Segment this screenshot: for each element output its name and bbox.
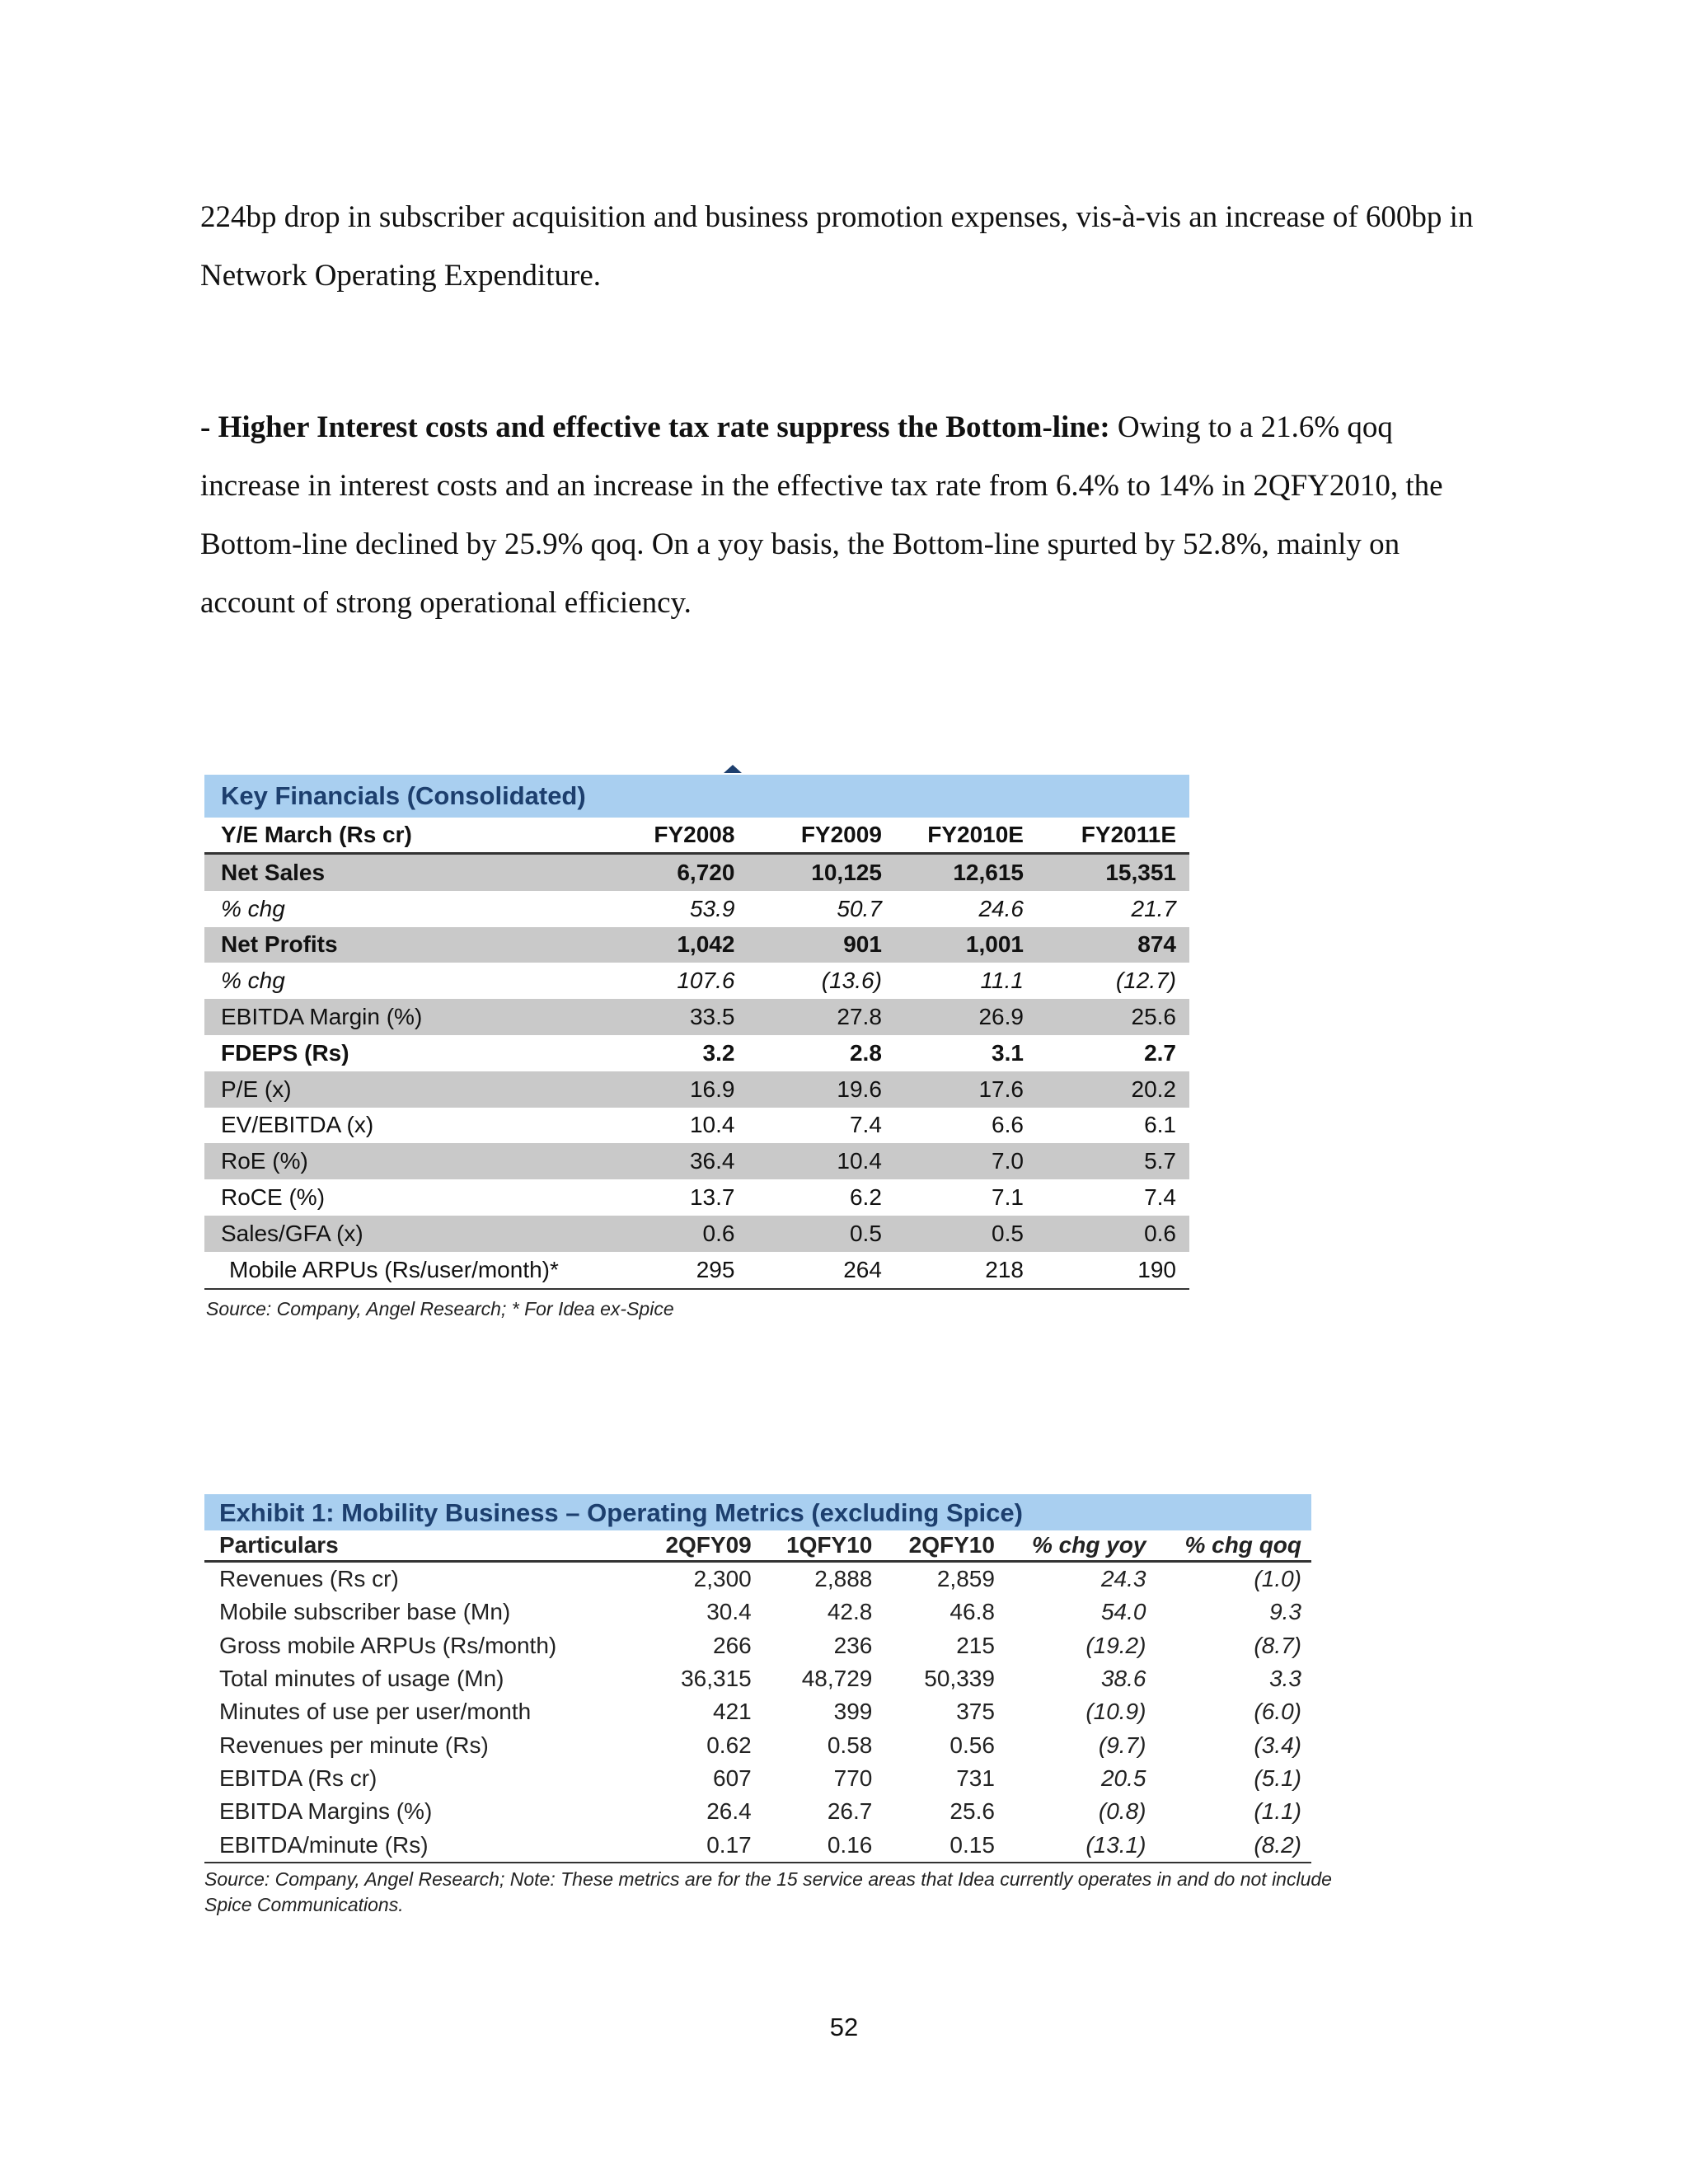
table-cell: 0.62 (706, 1732, 752, 1758)
table-cell: 421 (713, 1699, 752, 1725)
table-cell: 33.5 (602, 999, 734, 1035)
table-cell: (19.2) (1085, 1632, 1146, 1658)
table-cell: 24.3 (1100, 1566, 1146, 1592)
table-cell: 25.6 (1024, 999, 1189, 1035)
table-cell: 7.4 (849, 1112, 882, 1138)
table-cell: % chg (221, 968, 285, 994)
table-cell: Revenues per minute (Rs) (219, 1732, 489, 1758)
table-cell: 107.6 (677, 968, 735, 994)
table-cell: 3.2 (702, 1039, 735, 1066)
table-cell: 0.5 (882, 1216, 1024, 1252)
exhibit-1-table (204, 1494, 1332, 1918)
table-cell: Mobile ARPUs (Rs/user/month)* (204, 1252, 602, 1289)
table-cell: 36.4 (602, 1143, 734, 1179)
table-body (204, 1530, 1311, 1863)
table-cell: 50,339 (924, 1666, 995, 1692)
table-cell: (0.8) (1098, 1798, 1146, 1825)
header-cell: Y/E March (Rs cr) (204, 818, 602, 854)
table-cell: EV/EBITDA (x) (221, 1112, 374, 1138)
table-row (204, 963, 1189, 999)
table-row (204, 1108, 1189, 1144)
header-row (204, 818, 1189, 854)
table-source: Source: Company, Angel Research; * For Idea ex-Spice (206, 1297, 674, 1319)
table-cell: 215 (956, 1632, 995, 1658)
table-cell: 6.1 (1144, 1112, 1176, 1138)
table-row (204, 1728, 1311, 1761)
table-cell: 24.6 (978, 895, 1024, 921)
table-cell: 38.6 (1100, 1666, 1146, 1692)
table-cell: (9.7) (1098, 1732, 1146, 1758)
table-cell: 10.4 (734, 1143, 881, 1179)
table-cell: 7.4 (1144, 1184, 1176, 1211)
table-cell: Revenues (Rs cr) (219, 1566, 399, 1592)
table-body (204, 818, 1189, 1289)
table-cell: 0.17 (637, 1828, 752, 1862)
table-row (204, 1596, 1311, 1629)
table-cell: 295 (602, 1252, 734, 1289)
table-row (204, 1035, 1189, 1071)
table-cell: 607 (713, 1765, 752, 1791)
table-cell: 2.8 (849, 1039, 882, 1066)
table-cell: (3.4) (1254, 1732, 1301, 1758)
header-cell: 1QFY10 (752, 1530, 873, 1562)
key-financials-table (204, 775, 1189, 1320)
table-cell: 0.6 (1024, 1216, 1189, 1252)
table-cell: (6.0) (1254, 1699, 1301, 1725)
header-cell: FY2011E (1024, 818, 1189, 854)
header-cell: Particulars (204, 1530, 637, 1562)
table-cell: 6.2 (849, 1184, 882, 1211)
table-title: Key Financials (Consolidated) (204, 775, 1189, 818)
table-cell: Gross mobile ARPUs (Rs/month) (219, 1632, 557, 1658)
table-row (204, 927, 1189, 963)
table-row (204, 999, 1189, 1035)
header-cell: 2QFY09 (637, 1530, 752, 1562)
paragraph-opex: 224bp drop in subscriber acquisition and business promotion expenses, vis-à-vis an increase of 600bp in Network Operating Expenditure. (200, 200, 1474, 293)
table-cell: 25.6 (950, 1798, 995, 1825)
table-cell: 36,315 (681, 1666, 752, 1692)
table-row (204, 1828, 1311, 1862)
header-cell: % chg yoy (995, 1530, 1146, 1562)
header-row (204, 1530, 1311, 1562)
page-number: 52 (829, 2013, 859, 2041)
table-cell: 236 (833, 1632, 873, 1658)
table-cell: 264 (734, 1252, 881, 1289)
table-cell: 0.16 (752, 1828, 873, 1862)
table-cell: (12.7) (1115, 968, 1176, 994)
table-cell: EBITDA Margins (%) (219, 1798, 433, 1825)
table-cell: 48,729 (801, 1666, 873, 1692)
table-cell: 26.4 (706, 1798, 752, 1825)
table-cell: FDEPS (Rs) (221, 1039, 349, 1066)
table-row (204, 1071, 1189, 1108)
table-source: Source: Company, Angel Research; Note: These metrics are for the 15 service areas that Idea currently operates in and do not include Spice Communications. (204, 1868, 1332, 1915)
table-cell: 375 (956, 1699, 995, 1725)
table-cell: 42.8 (827, 1599, 873, 1625)
table-cell: 10,125 (734, 854, 881, 891)
table-row (204, 1762, 1311, 1795)
table-cell: (13.6) (821, 968, 882, 994)
caret-up-icon (724, 765, 742, 773)
table-cell: RoCE (%) (221, 1184, 326, 1211)
table-cell: 54.0 (1100, 1599, 1146, 1625)
table-cell: 26.7 (827, 1798, 873, 1825)
table-cell: Minutes of use per user/month (219, 1699, 532, 1725)
table-cell: P/E (x) (204, 1071, 602, 1108)
table-cell: 3.1 (992, 1039, 1024, 1066)
table-cell: 2,859 (936, 1566, 995, 1592)
table-cell: 46.8 (950, 1599, 995, 1625)
table-cell: 3.3 (1269, 1666, 1301, 1692)
table-cell: 21.7 (1131, 895, 1176, 921)
table-row (204, 1695, 1311, 1728)
table-cell: 901 (734, 927, 881, 963)
table-cell: 0.56 (950, 1732, 995, 1758)
table-cell: EBITDA/minute (Rs) (204, 1828, 637, 1862)
table-cell: Mobile subscriber base (Mn) (219, 1599, 511, 1625)
table-cell: 7.0 (882, 1143, 1024, 1179)
table-cell: Net Sales (204, 854, 602, 891)
table-cell: 2.7 (1144, 1039, 1176, 1066)
table-cell: 13.7 (689, 1184, 735, 1211)
table-cell: 0.6 (602, 1216, 734, 1252)
table-cell: (8.7) (1254, 1632, 1301, 1658)
table-row (204, 891, 1189, 927)
header-cell: % chg qoq (1146, 1530, 1311, 1562)
table-cell: 731 (956, 1765, 995, 1791)
table-cell: 874 (1024, 927, 1189, 963)
table-cell: 5.7 (1024, 1143, 1189, 1179)
table-cell: % chg (221, 895, 285, 921)
table-cell: 53.9 (689, 895, 735, 921)
table-row (204, 1179, 1189, 1216)
table-cell: 266 (713, 1632, 752, 1658)
table-cell: (5.1) (1254, 1765, 1301, 1791)
table-cell: 20.5 (1100, 1765, 1146, 1791)
table-cell: 20.2 (1024, 1071, 1189, 1108)
table-row (204, 1629, 1311, 1662)
table-row (204, 1252, 1189, 1289)
table-cell: 11.1 (980, 968, 1024, 994)
table-row (204, 1216, 1189, 1252)
header-cell: FY2008 (602, 818, 734, 854)
table-cell: 15,351 (1024, 854, 1189, 891)
table-cell: Net Profits (204, 927, 602, 963)
table-cell: EBITDA (Rs cr) (219, 1765, 377, 1791)
table-cell: 0.58 (827, 1732, 873, 1758)
table-cell: 190 (1024, 1252, 1189, 1289)
paragraph-bottom-line (200, 398, 1494, 632)
table-cell: 6,720 (602, 854, 734, 891)
table-cell: 50.7 (837, 895, 882, 921)
table-cell: (1.0) (1254, 1566, 1301, 1592)
table-cell: 7.1 (992, 1184, 1024, 1211)
table-cell: 10.4 (689, 1112, 735, 1138)
table-cell: 399 (833, 1699, 873, 1725)
header-cell: 2QFY10 (872, 1530, 995, 1562)
paragraph-heading: - Higher Interest costs and effective tax rate suppress the Bottom-line: (200, 410, 1110, 444)
table-cell: (13.1) (995, 1828, 1146, 1862)
table-row (204, 854, 1189, 891)
table-cell: (10.9) (1085, 1699, 1146, 1725)
table-cell: 1,042 (602, 927, 734, 963)
table-row (204, 1143, 1189, 1179)
table-cell: 2,888 (814, 1566, 873, 1592)
table-cell: 770 (833, 1765, 873, 1791)
table-cell: 12,615 (882, 854, 1024, 891)
header-cell: FY2009 (734, 818, 881, 854)
table-cell: 2,300 (693, 1566, 752, 1592)
table-row (204, 1562, 1311, 1596)
table-cell: 1,001 (882, 927, 1024, 963)
table-cell: 30.4 (706, 1599, 752, 1625)
table-cell: 6.6 (992, 1112, 1024, 1138)
table-title: Exhibit 1: Mobility Business – Operating Metrics (excluding Spice) (204, 1494, 1311, 1530)
table-cell: 0.15 (872, 1828, 995, 1862)
table-cell: 27.8 (734, 999, 881, 1035)
table-cell: EBITDA Margin (%) (204, 999, 602, 1035)
table-cell: (8.2) (1146, 1828, 1311, 1862)
table-row (204, 1662, 1311, 1695)
table-cell: (1.1) (1254, 1798, 1301, 1825)
table-cell: Total minutes of usage (Mn) (219, 1666, 504, 1692)
table-cell: Sales/GFA (x) (204, 1216, 602, 1252)
table-cell: 0.5 (734, 1216, 881, 1252)
table-cell: 19.6 (734, 1071, 881, 1108)
table-cell: RoE (%) (204, 1143, 602, 1179)
header-cell: FY2010E (882, 818, 1024, 854)
table-row (204, 1795, 1311, 1828)
table-cell: 218 (882, 1252, 1024, 1289)
table-cell: 16.9 (602, 1071, 734, 1108)
table-cell: 26.9 (882, 999, 1024, 1035)
paragraph-body: Owing to a 21.6% qoq increase in interest costs and an increase in the effective tax rate from 6.4% to 14% in 2QFY2010, the Bottom-line declined by 25.9% qoq. On a yoy basis, the Bottom-line spurted by 52.8%, mainly on account of strong operational efficiency. (200, 410, 1443, 620)
table-cell: 17.6 (882, 1071, 1024, 1108)
table-cell: 9.3 (1269, 1599, 1301, 1625)
